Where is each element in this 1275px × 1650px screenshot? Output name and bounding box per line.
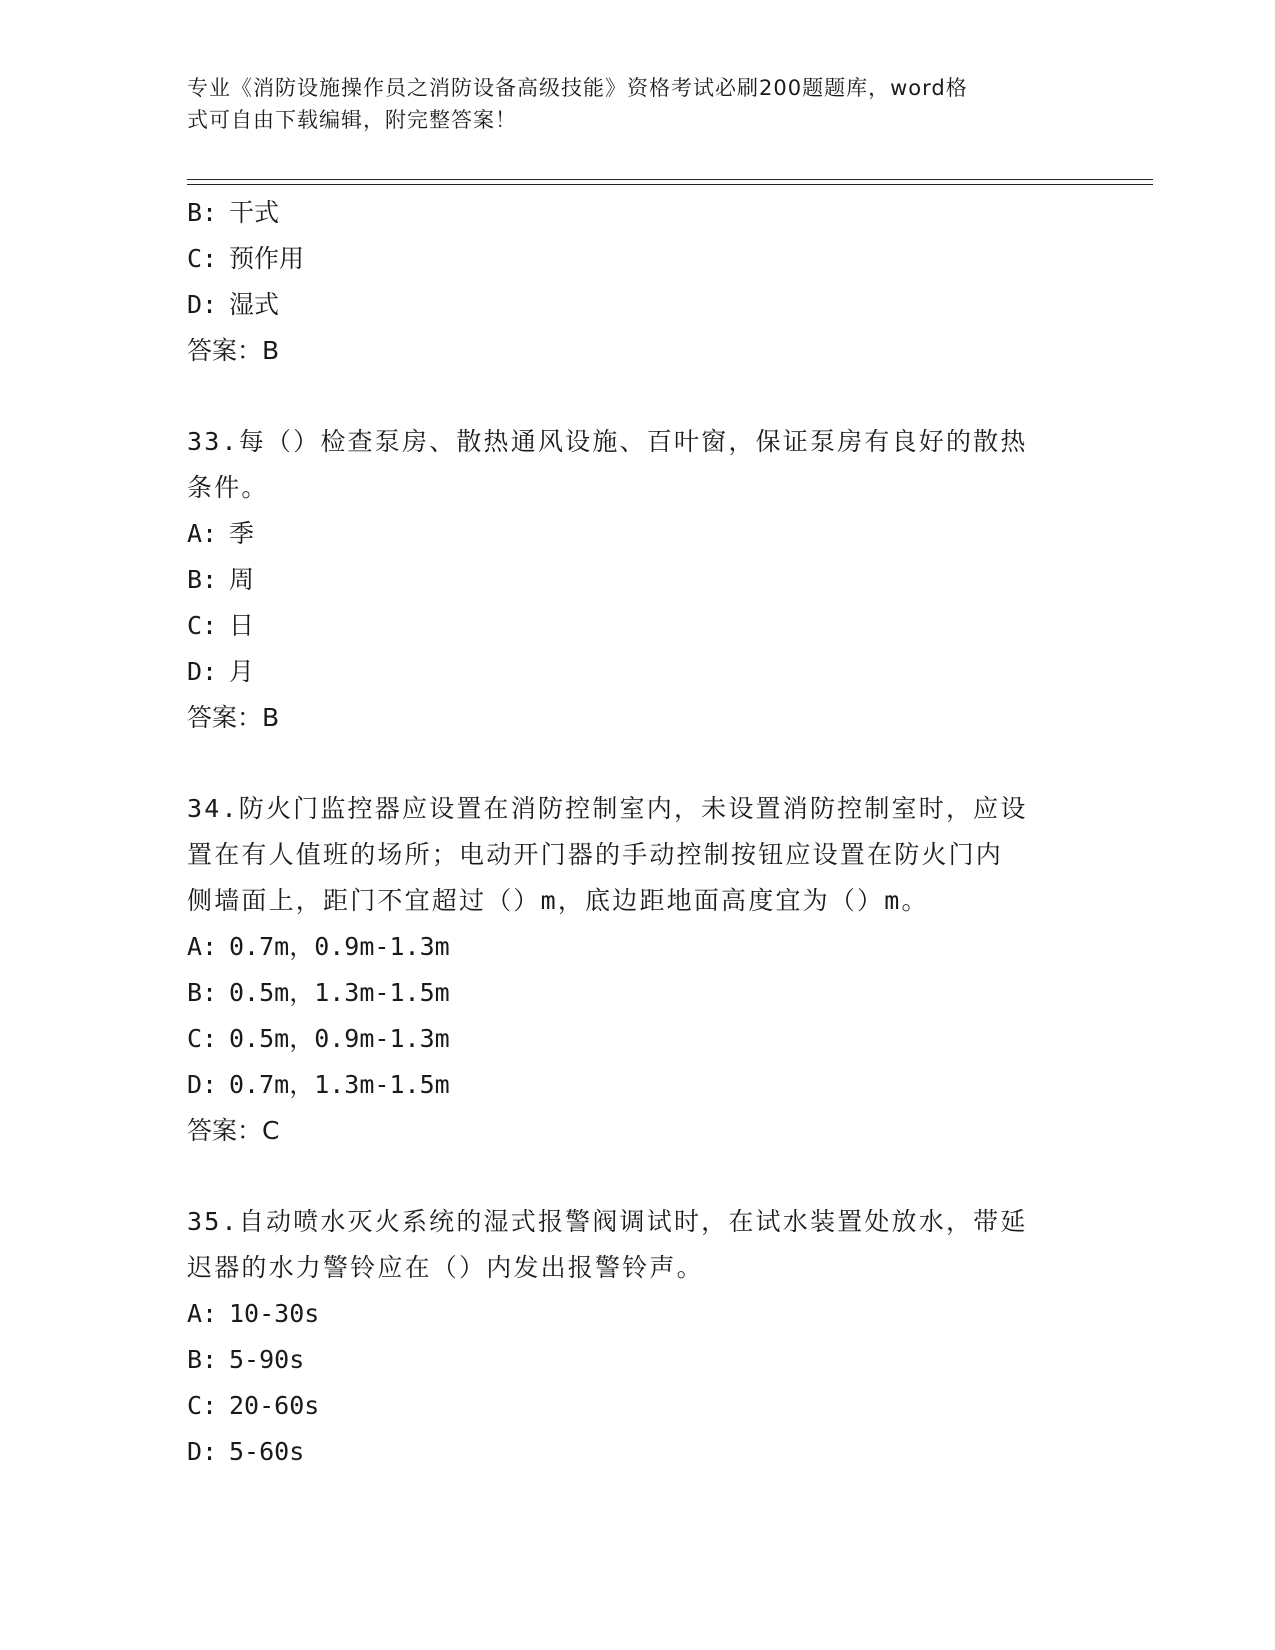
answer: 答案：B [187,703,280,732]
question-text-line: 33.每（）检查泵房、散热通风设施、百叶窗，保证泵房有良好的散热 [187,427,1028,456]
option-label: A: [187,1299,218,1328]
option-label: C: [187,244,218,273]
option-b [187,557,1087,603]
option-label: D: [187,290,218,319]
option-text: 日 [229,611,255,640]
question-text-line: 迟器的水力警铃应在（）内发出报警铃声。 [187,1253,704,1282]
option-d [187,1429,1087,1475]
option-text: 20-60s [229,1391,320,1420]
option-text: 0.7m，1.3m-1.5m [229,1070,450,1099]
option-text: 月 [229,657,255,686]
option-text: 10-30s [229,1299,320,1328]
option-label: C: [187,1391,218,1420]
question-32-tail [187,190,1087,374]
option-d [187,1062,1087,1108]
question-text-line: 35.自动喷水灭火系统的湿式报警阀调试时，在试水装置处放水，带延 [187,1207,1028,1236]
option-label: C: [187,1024,218,1053]
question-34 [187,786,1087,1154]
option-text: 干式 [229,198,280,227]
question-35 [187,1199,1087,1475]
header-line-2: 式可自由下载编辑，附完整答案！ [187,108,517,132]
option-label: C: [187,611,218,640]
option-b [187,190,1087,236]
option-d [187,649,1087,695]
option-label: B: [187,198,218,227]
question-text-line: 侧墙面上，距门不宜超过（）m，底边距地面高度宜为（）m。 [187,886,929,915]
option-text: 预作用 [229,244,305,273]
question-text-line: 34.防火门监控器应设置在消防控制室内，未设置消防控制室时，应设 [187,794,1028,823]
document-header [187,72,1087,136]
spacer [187,741,1087,786]
question-list [187,190,1087,1475]
option-text: 湿式 [229,290,280,319]
option-a [187,511,1087,557]
option-text: 5-60s [229,1437,305,1466]
option-label: A: [187,519,218,548]
option-label: B: [187,1345,218,1374]
spacer [187,1154,1087,1199]
option-c [187,1383,1087,1429]
option-label: B: [187,978,218,1007]
option-text: 周 [229,565,255,594]
header-rule-top [187,179,1153,180]
option-d [187,282,1087,328]
option-text: 季 [229,519,255,548]
option-label: D: [187,1070,218,1099]
option-label: D: [187,1437,218,1466]
answer: 答案：B [187,336,280,365]
option-b [187,970,1087,1016]
option-label: A: [187,932,218,961]
option-c [187,236,1087,282]
question-text-line: 条件。 [187,473,269,502]
option-label: B: [187,565,218,594]
header-line-1: 专业《消防设施操作员之消防设备高级技能》资格考试必刷200题题库，word格 [187,76,968,100]
option-a [187,1291,1087,1337]
answer: 答案：C [187,1116,280,1145]
option-label: D: [187,657,218,686]
question-33 [187,419,1087,741]
spacer [187,374,1087,419]
option-a [187,924,1087,970]
option-text: 0.5m，0.9m-1.3m [229,1024,450,1053]
option-text: 5-90s [229,1345,305,1374]
header-rule-bottom [187,184,1153,185]
option-c [187,603,1087,649]
question-text-line: 置在有人值班的场所；电动开门器的手动控制按钮应设置在防火门内 [187,840,1004,869]
option-b [187,1337,1087,1383]
option-text: 0.5m，1.3m-1.5m [229,978,450,1007]
option-c [187,1016,1087,1062]
option-text: 0.7m，0.9m-1.3m [229,932,450,961]
